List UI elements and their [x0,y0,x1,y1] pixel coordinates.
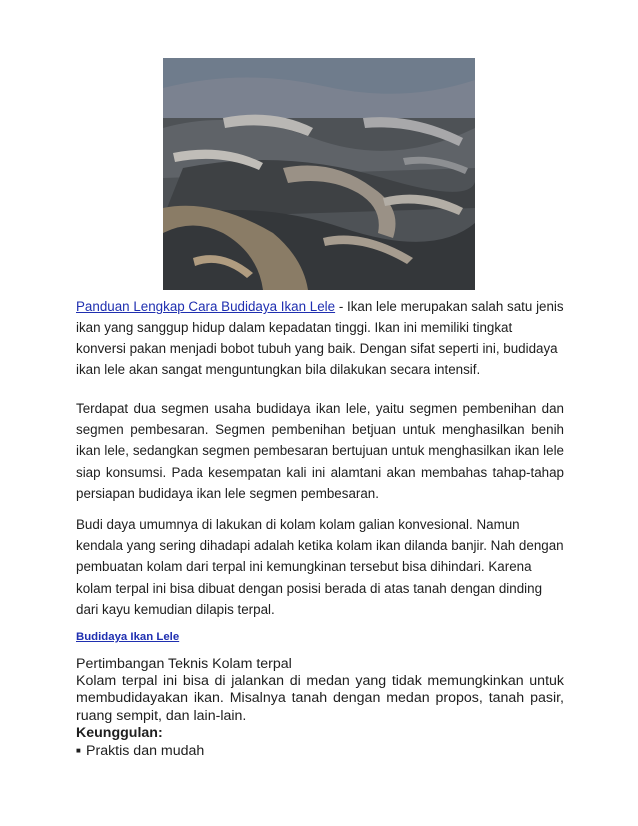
advantage-label: Praktis dan mudah [86,743,205,760]
advantages-heading: Keunggulan: [76,724,163,741]
segments-paragraph: Terdapat dua segmen usaha budidaya ikan lele, yaitu segmen pembenihan dan segmen pembesaran. Segmen pembenihan betjuan untuk menghasilkan benih ikan lele, sedangkan segmen pembesaran bertujuan untuk menghasilkan ikan lele siap konsumsi. Pada kesempatan kali ini alamtani akan membahas tahap-tahap persiapan budidaya ikan lele segmen pembesaran. [76,401,564,501]
advantage-item [76,742,564,760]
intro-paragraph [76,296,564,380]
pond-paragraph: Budi daya umumnya di lakukan di kolam kolam galian konvesional. Namun kendala yang sering dihadapi adalah ketika kolam ikan dilanda banjir. Nah dengan pembuatan kolam dari terpal ini kemungkinan tersebut bisa dihindari. Karena kolam terpal ini bisa dibuat dengan posisi berada di atas tanah dengan dinding dari kayu kemudian dilapis terpal. [76,517,564,617]
catfish-photo [163,58,475,290]
article-title-link[interactable]: Panduan Lengkap Cara Budidaya Ikan Lele [76,299,336,314]
section-title: Pertimbangan Teknis Kolam terpal [76,656,292,672]
section-body: Kolam terpal ini bisa di jalankan di medan yang tidak memungkinkan untuk membudidayakan ikan. Misalnya tanah dengan medan propos, tanah pasir, ruang sempit, dan lain-lain. [76,673,564,724]
technical-section [76,656,564,760]
intro-text: - Ikan lele merupakan salah satu jenis ikan yang sanggup hidup dalam kepadatan tinggi. Ikan ini memiliki tingkat konversi pakan menjadi bobot tubuh yang baik. Dengan sifat seperti ini, budidaya ikan lele akan sangat menguntungkan bila dilakukan secara intensif. [76,299,564,377]
square-bullet-icon: ■ [76,746,81,756]
budidaya-link[interactable]: Budidaya Ikan Lele [76,631,180,643]
